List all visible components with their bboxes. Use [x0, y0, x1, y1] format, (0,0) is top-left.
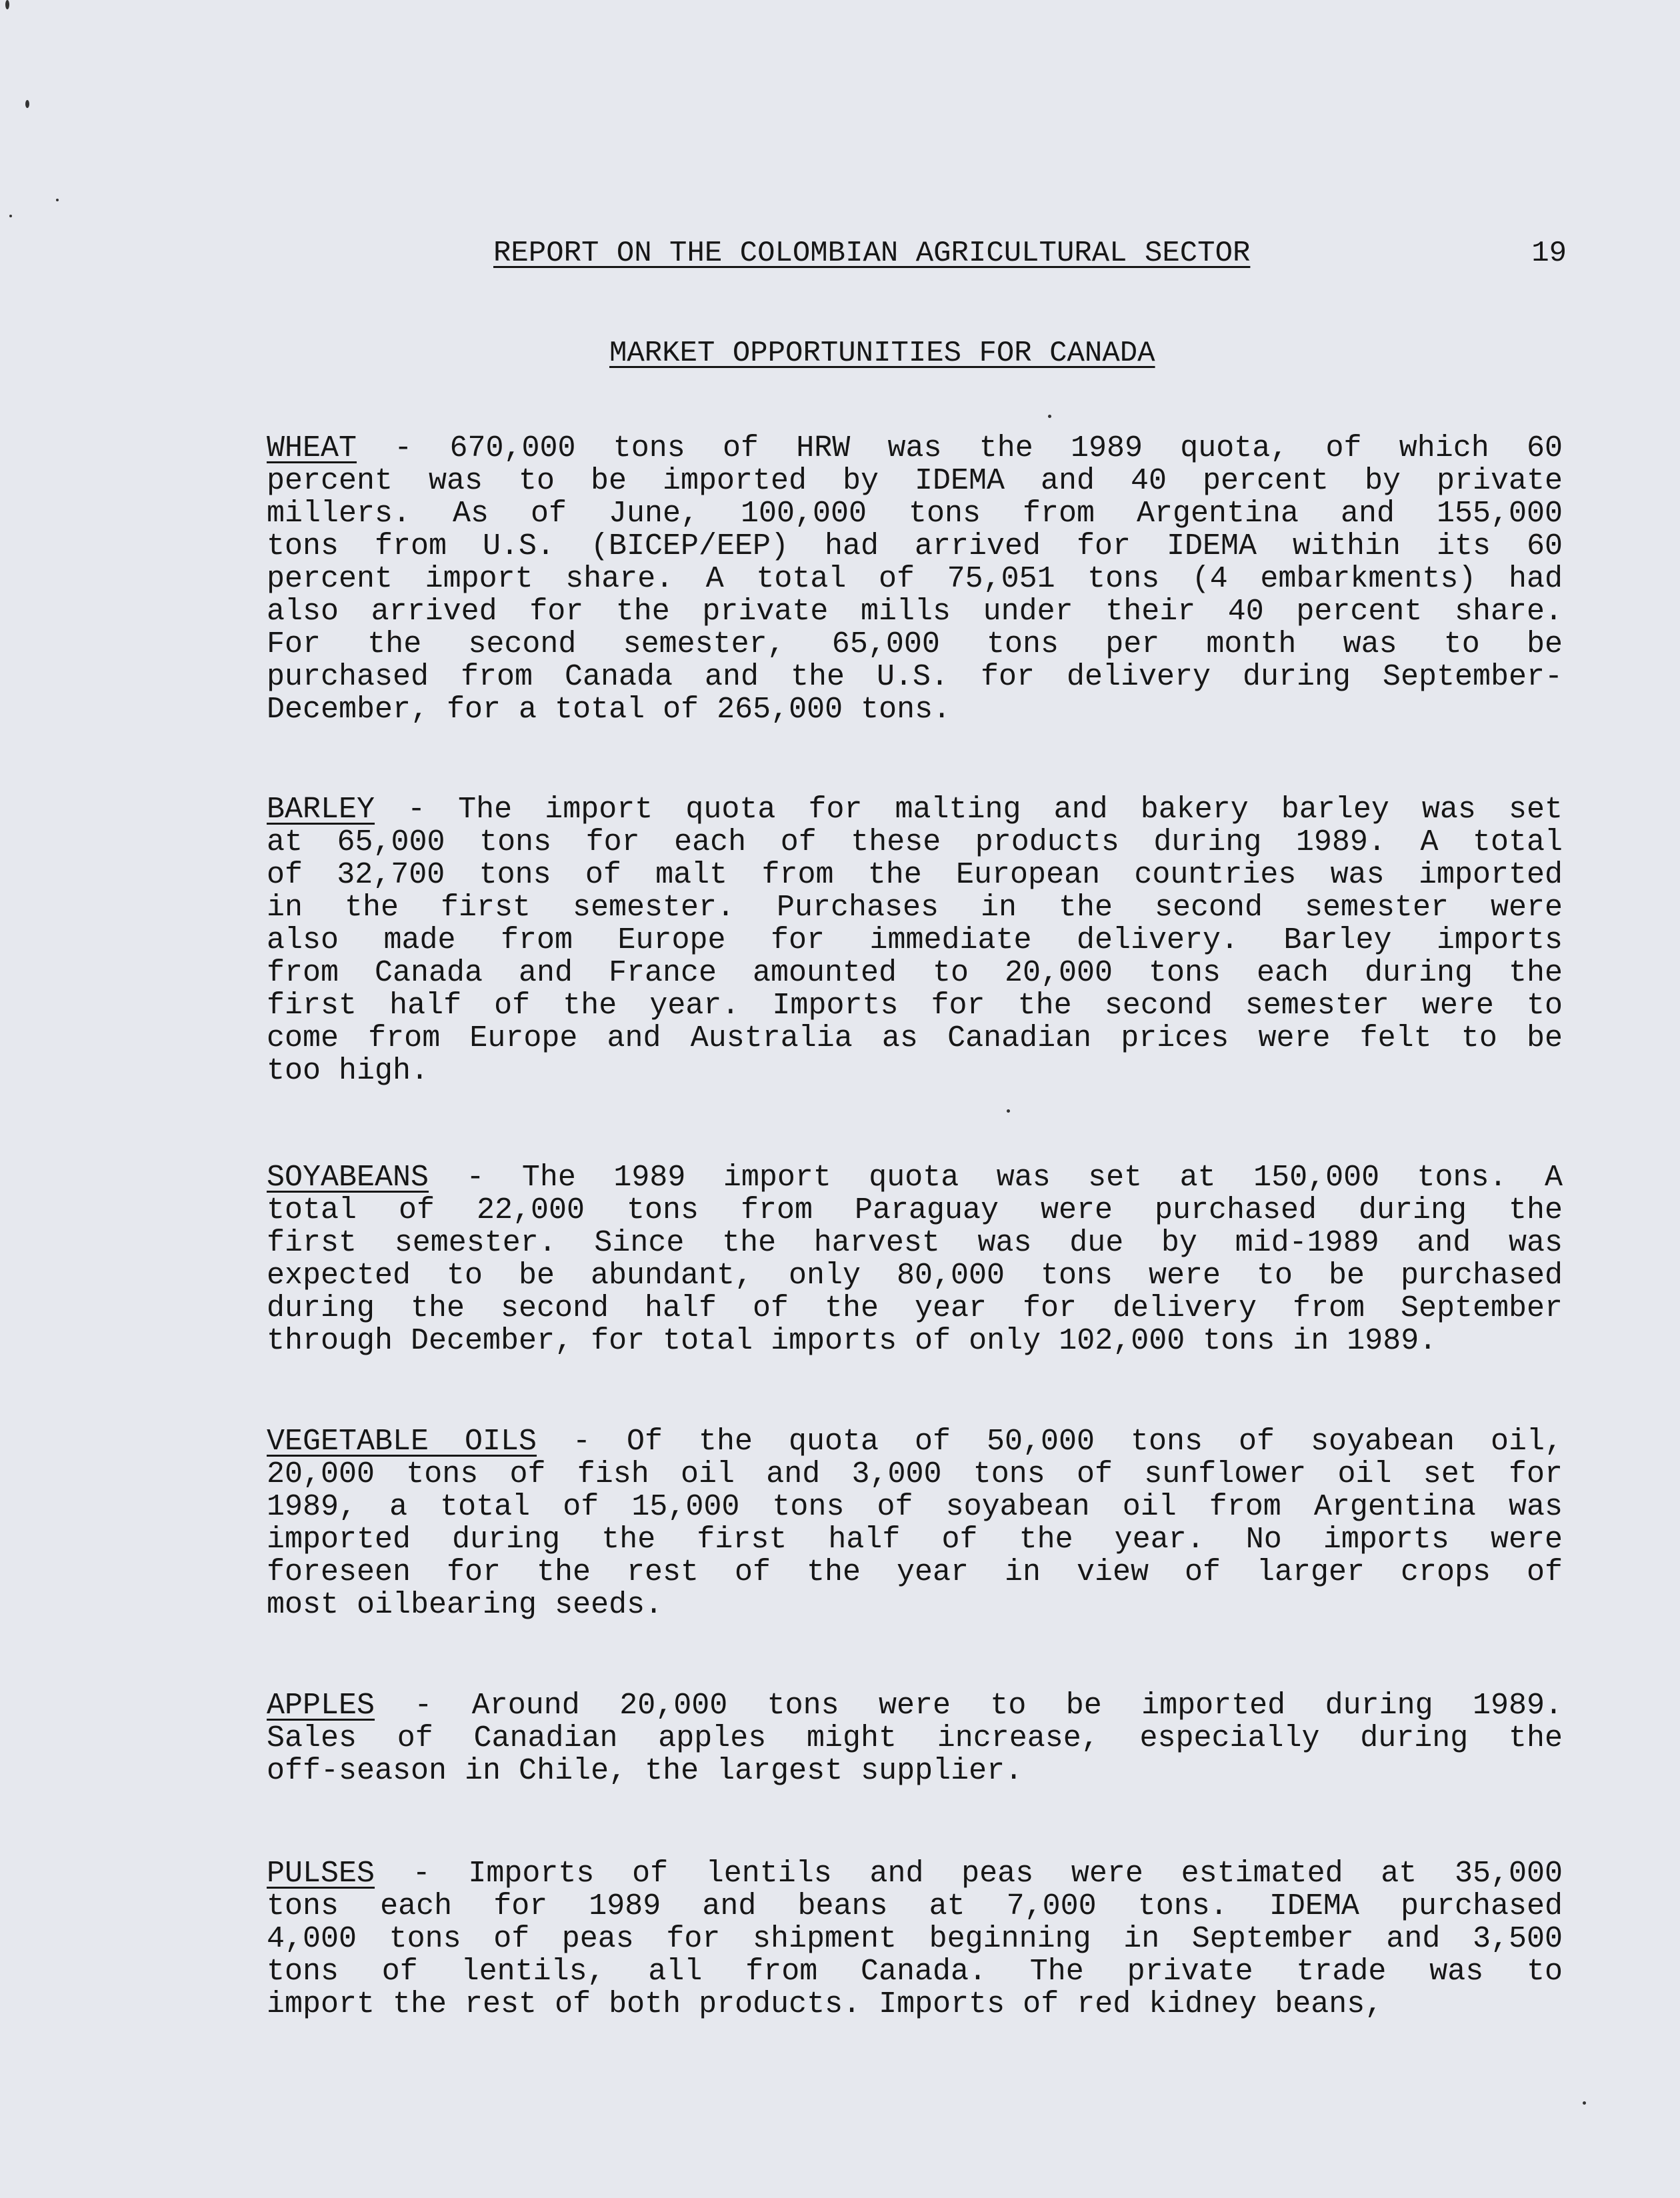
paragraph-line: first semester. Since the harvest was due by mid-1989 and was [267, 1227, 1563, 1259]
paragraph-line: too high. [267, 1055, 429, 1087]
paragraph-line: tons of lentils, all from Canada. The private trade was to [267, 1955, 1563, 1988]
running-title: REPORT ON THE COLOMBIAN AGRICULTURAL SECTOR [493, 237, 1251, 270]
line-text: - Imports of lentils and peas were estimated at 35,000 [375, 1857, 1563, 1890]
paragraph-line: tons from U.S. (BICEP/EEP) had arrived for IDEMA within its 60 [267, 530, 1563, 563]
paragraph-heading: SOYABEANS [267, 1161, 429, 1194]
line-text: - The 1989 import quota was set at 150,000 tons. A [429, 1161, 1563, 1194]
paragraph-soyabeans [267, 1161, 1563, 1357]
paragraph-line: 20,000 tons of fish oil and 3,000 tons of sunflower oil set for [267, 1458, 1563, 1491]
paragraph-line: off-season in Chile, the largest supplier. [267, 1755, 1023, 1787]
paragraph-line: December, for a total of 265,000 tons. [267, 693, 951, 726]
line-text: - The import quota for malting and bakery barley was set [375, 793, 1563, 826]
paragraph-line: also arrived for the private mills under their 40 percent share. [267, 595, 1563, 628]
scan-speck [56, 199, 59, 201]
paragraph-line: millers. As of June, 100,000 tons from Argentina and 155,000 [267, 497, 1563, 530]
paragraph-wheat [267, 432, 1563, 726]
paragraph-line: tons each for 1989 and beans at 7,000 tons. IDEMA purchased [267, 1890, 1563, 1923]
scan-speck [1583, 2101, 1586, 2105]
paragraph-line: foreseen for the rest of the year in view of larger crops of [267, 1556, 1563, 1589]
paragraph-first-line [267, 793, 1563, 826]
paragraph-first-line [267, 1161, 1563, 1194]
scan-speck [25, 100, 29, 108]
paragraph-first-line [267, 1425, 1563, 1458]
paragraph-vegetable-oils [267, 1425, 1563, 1621]
paragraph-line: Sales of Canadian apples might increase, especially during the [267, 1722, 1563, 1755]
paragraph-line: come from Europe and Australia as Canadian prices were felt to be [267, 1022, 1563, 1055]
paragraph-apples [267, 1689, 1563, 1787]
paragraph-line: also made from Europe for immediate delivery. Barley imports [267, 924, 1563, 957]
section-title: MARKET OPPORTUNITIES FOR CANADA [609, 337, 1155, 370]
paragraph-barley [267, 793, 1563, 1087]
scan-speck [5, 0, 9, 9]
page-number: 19 [1531, 237, 1567, 270]
line-text: - Of the quota of 50,000 tons of soyabean oil, [537, 1425, 1563, 1458]
paragraph-heading: VEGETABLE OILS [267, 1425, 537, 1458]
paragraph-first-line [267, 1857, 1563, 1890]
paragraph-line: total of 22,000 tons from Paraguay were purchased during the [267, 1194, 1563, 1227]
paragraph-line: most oilbearing seeds. [267, 1589, 663, 1621]
paragraph-first-line [267, 432, 1563, 465]
paragraph-line: from Canada and France amounted to 20,000 tons each during the [267, 957, 1563, 989]
paragraph-line: import the rest of both products. Imports of red kidney beans, [267, 1988, 1383, 2021]
paragraph-line: during the second half of the year for delivery from September [267, 1292, 1563, 1325]
paragraph-line: percent import share. A total of 75,051 tons (4 embarkments) had [267, 563, 1563, 595]
scan-speck [1007, 1109, 1010, 1113]
paragraph-line: of 32,700 tons of malt from the European countries was imported [267, 859, 1563, 891]
paragraph-pulses [267, 1857, 1563, 2021]
scan-speck [9, 215, 12, 217]
paragraph-line: For the second semester, 65,000 tons per month was to be [267, 628, 1563, 661]
paragraph-heading: BARLEY [267, 793, 375, 826]
paragraph-line: in the first semester. Purchases in the second semester were [267, 891, 1563, 924]
paragraph-line: first half of the year. Imports for the second semester were to [267, 989, 1563, 1022]
running-header [493, 233, 1567, 273]
paragraph-line: imported during the first half of the year. No imports were [267, 1523, 1563, 1556]
paragraph-heading: PULSES [267, 1857, 375, 1890]
paragraph-line: percent was to be imported by IDEMA and 40 percent by private [267, 465, 1563, 497]
paragraph-line: 4,000 tons of peas for shipment beginning in September and 3,500 [267, 1923, 1563, 1955]
paragraph-line: at 65,000 tons for each of these products during 1989. A total [267, 826, 1563, 859]
paragraph-heading: WHEAT [267, 432, 357, 465]
paragraph-line: through December, for total imports of only 102,000 tons in 1989. [267, 1325, 1437, 1357]
line-text: - Around 20,000 tons were to be imported during 1989. [375, 1689, 1563, 1722]
paragraph-line: purchased from Canada and the U.S. for delivery during September- [267, 661, 1563, 693]
paragraph-line: expected to be abundant, only 80,000 tons were to be purchased [267, 1259, 1563, 1292]
paragraph-heading: APPLES [267, 1689, 375, 1722]
line-text: - 670,000 tons of HRW was the 1989 quota, of which 60 [357, 432, 1563, 465]
paragraph-first-line [267, 1689, 1563, 1722]
paragraph-line: 1989, a total of 15,000 tons of soyabean oil from Argentina was [267, 1491, 1563, 1523]
scan-speck [1048, 415, 1051, 418]
